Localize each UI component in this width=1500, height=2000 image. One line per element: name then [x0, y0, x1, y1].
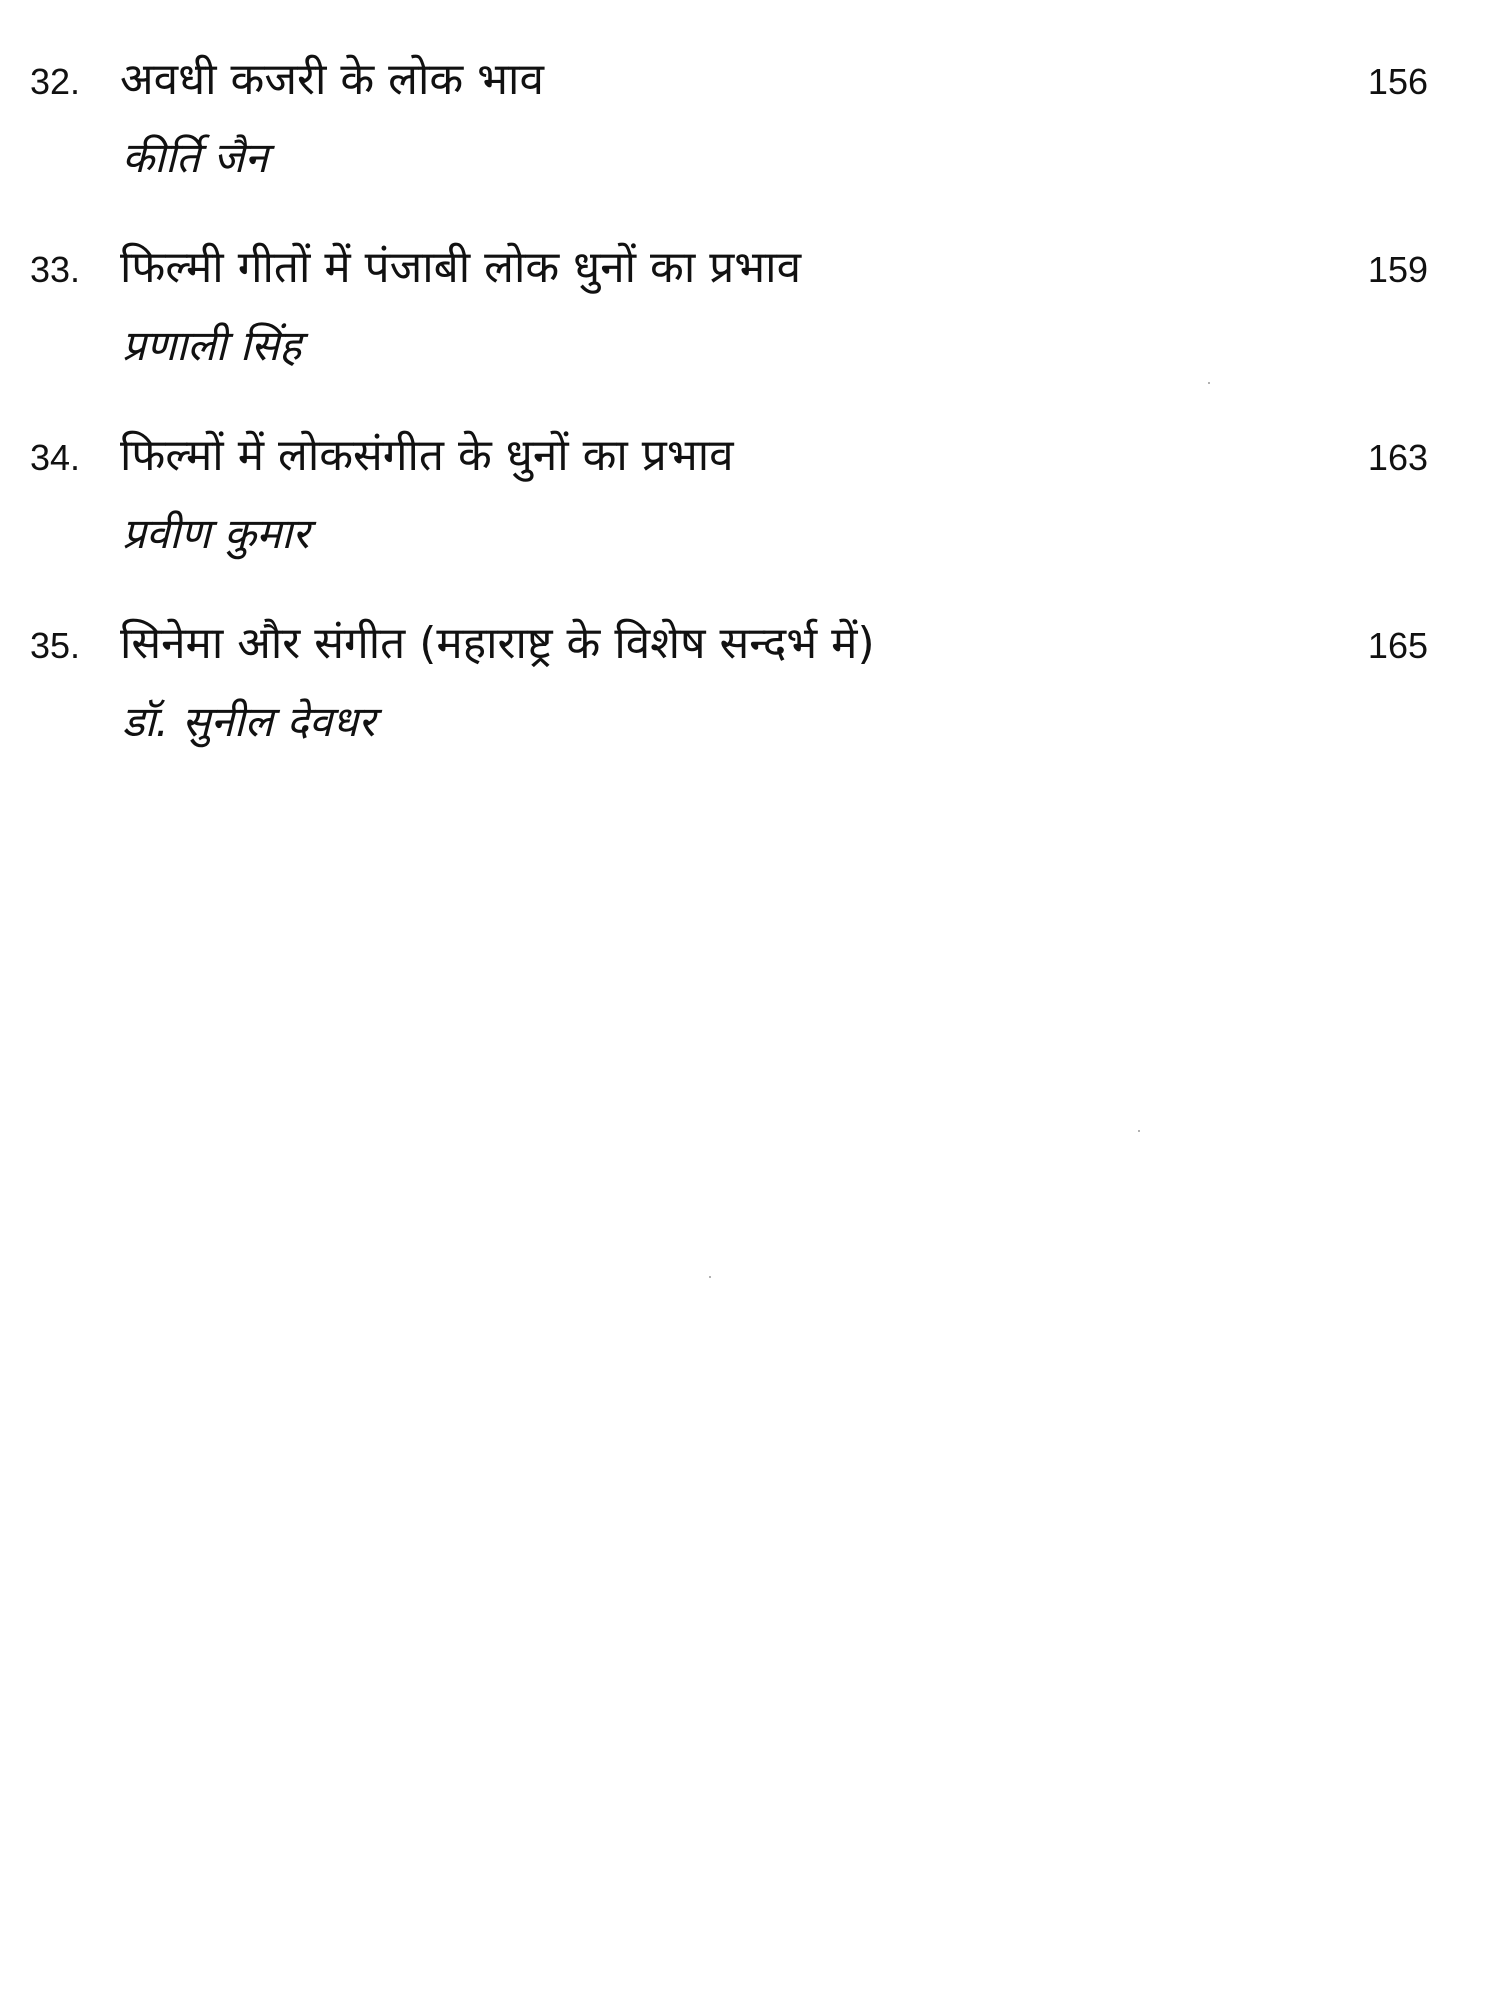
entry-number: 34. [30, 437, 81, 478]
entry-title: अवधी कजरी के लोक भाव [120, 54, 544, 105]
toc-entry [0, 188, 1500, 370]
entry-author: कीर्ति जैन [122, 133, 268, 182]
entry-page-number: 163 [1367, 437, 1428, 478]
entry-page-number: 156 [1367, 61, 1428, 102]
toc-entry [0, 0, 1500, 182]
entry-title: सिनेमा और संगीत (महाराष्ट्र के विशेष सन्दर्भ में) [120, 618, 875, 669]
entry-title: फिल्मी गीतों में पंजाबी लोक धुनों का प्रभाव [120, 242, 802, 293]
scan-speck [1208, 382, 1210, 384]
toc-entry [0, 564, 1500, 746]
entry-number: 35. [30, 625, 81, 666]
entry-author: प्रवीण कुमार [122, 509, 310, 558]
entry-number: 32. [30, 61, 81, 102]
entry-number: 33. [30, 249, 81, 290]
entry-page-number: 159 [1367, 249, 1428, 290]
entry-title: फिल्मों में लोकसंगीत के धुनों का प्रभाव [120, 430, 734, 481]
scan-speck [1138, 1130, 1140, 1132]
entry-page-number: 165 [1367, 625, 1428, 666]
entry-author: डॉ. सुनील देवधर [122, 697, 376, 746]
scan-speck [709, 1276, 711, 1278]
entry-author: प्रणाली सिंह [122, 321, 302, 370]
toc-entry [0, 376, 1500, 558]
